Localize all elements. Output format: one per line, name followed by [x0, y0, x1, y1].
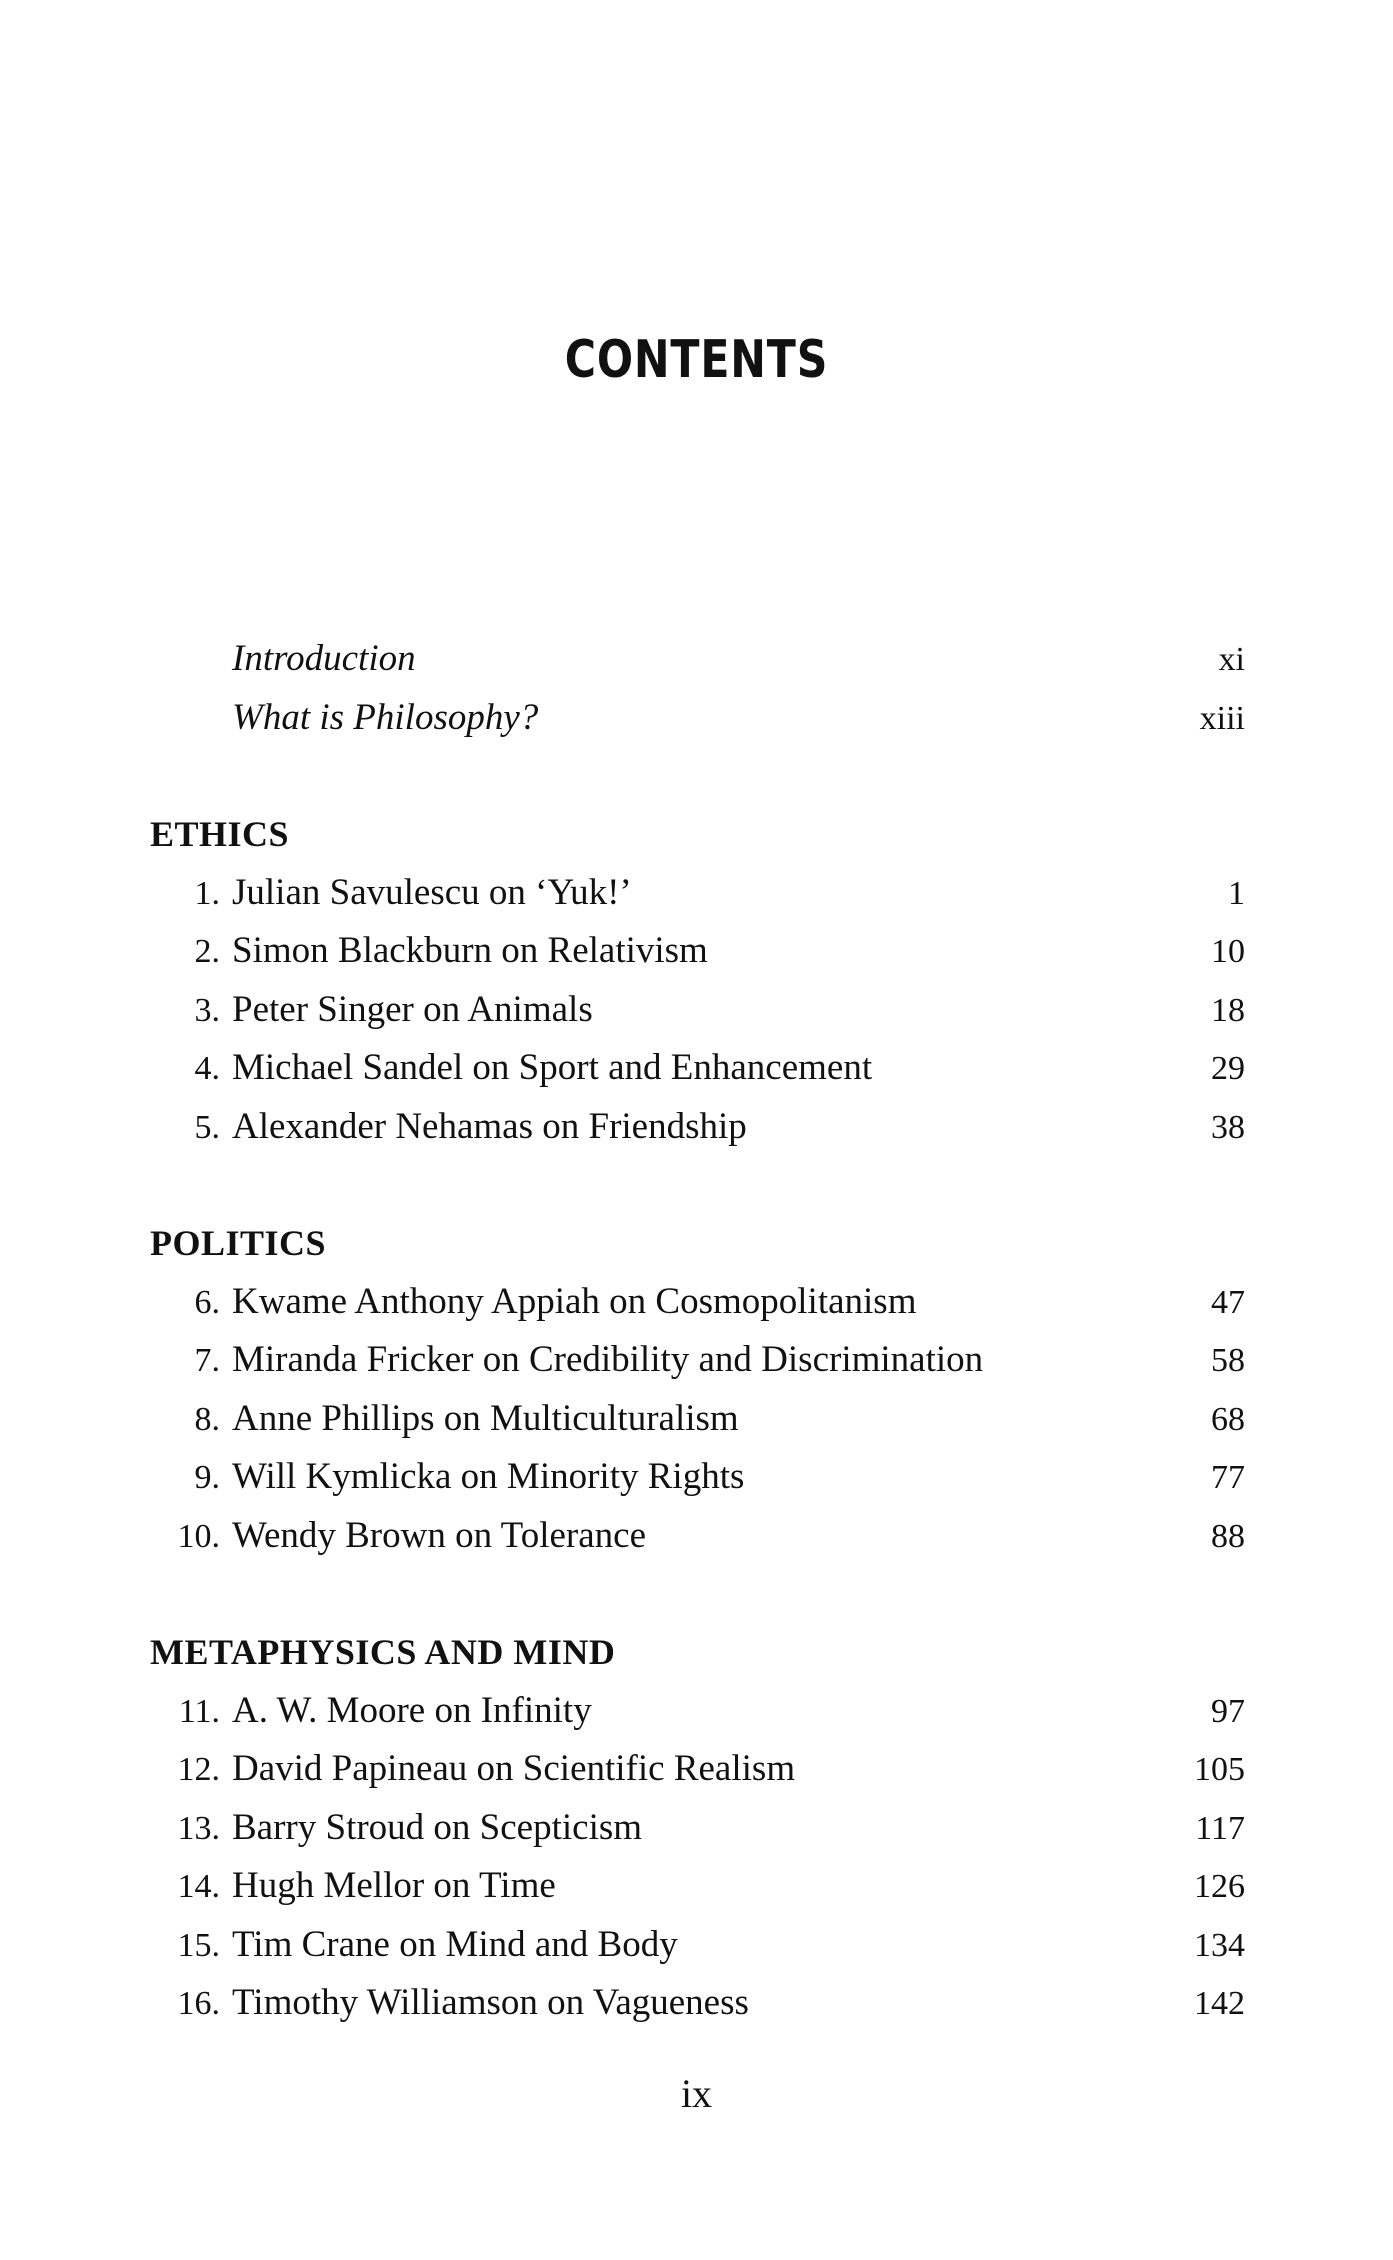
- toc-entry-title: David Papineau on Scientific Realism: [232, 1748, 796, 1789]
- toc-entry-title: Kwame Anthony Appiah on Cosmopolitanism: [232, 1280, 917, 1322]
- toc-entry-number: 10.: [177, 1517, 220, 1555]
- toc-entry: [150, 1857, 1245, 1916]
- toc-entry-page: xiii: [1199, 699, 1245, 737]
- toc-entry: [150, 1098, 1245, 1157]
- toc-entry-title: Wendy Brown on Tolerance: [232, 1514, 646, 1556]
- toc-entry: [150, 1682, 1245, 1741]
- section-politics: [150, 1214, 1245, 1565]
- toc-entry-number: 16.: [177, 1985, 220, 2022]
- toc-entry-title: Anne Phillips on Multiculturalism: [232, 1397, 739, 1439]
- toc-entry-title: Alexander Nehamas on Friendship: [232, 1105, 747, 1147]
- toc-entry: [150, 1740, 1245, 1799]
- page-title: CONTENTS: [564, 330, 829, 390]
- toc-entry-page: 10: [1211, 933, 1245, 970]
- toc-entry-title: Peter Singer on Animals: [232, 988, 593, 1030]
- toc-entry-page: 1: [1228, 874, 1245, 912]
- toc-entry-page: 97: [1211, 1692, 1245, 1730]
- toc-entry-title: A. W. Moore on Infinity: [232, 1689, 592, 1731]
- toc-entry: [150, 1799, 1245, 1858]
- toc-entry-page: 88: [1211, 1517, 1245, 1555]
- toc-entry-title: Miranda Fricker on Credibility and Discrimination: [232, 1339, 984, 1380]
- toc-entry-number: 15.: [177, 1926, 220, 1964]
- toc-front-matter-row: [150, 630, 1245, 689]
- toc-entry-page: 134: [1194, 1926, 1245, 1964]
- toc-entry-number: 6.: [194, 1283, 220, 1321]
- toc-entry: [150, 1974, 1245, 2033]
- toc-entry-number: 14.: [177, 1868, 220, 1905]
- toc-entry-page: 38: [1211, 1108, 1245, 1146]
- section-heading: POLITICS: [150, 1223, 327, 1263]
- section-metaphysics-and-mind: [150, 1623, 1245, 2033]
- toc-entry-number: 3.: [194, 991, 220, 1029]
- toc-entry-number: 1.: [194, 874, 220, 912]
- toc-entry-page: 47: [1211, 1283, 1245, 1321]
- toc-entry-title: Barry Stroud on Scepticism: [232, 1806, 643, 1848]
- toc-entry-number: 8.: [194, 1400, 220, 1438]
- toc-entry-page: 126: [1194, 1868, 1245, 1905]
- toc-entry-page: 58: [1211, 1342, 1245, 1379]
- toc-entry-title: Julian Savulescu on ‘Yuk!’: [232, 871, 632, 913]
- section-ethics: [150, 805, 1245, 1156]
- toc-entry: [150, 1916, 1245, 1975]
- toc-entry: [150, 922, 1245, 981]
- toc-entry-title: Simon Blackburn on Relativism: [232, 930, 708, 971]
- toc-entry-number: 2.: [194, 933, 220, 970]
- toc-entry-title: Michael Sandel on Sport and Enhancement: [232, 1047, 873, 1088]
- toc-entry-title: Introduction: [232, 638, 416, 679]
- toc-entry: [150, 864, 1245, 923]
- toc-entry-page: 68: [1211, 1400, 1245, 1438]
- toc-entry: [150, 1390, 1245, 1449]
- toc-entry-page: 29: [1211, 1050, 1245, 1087]
- toc-entry: [150, 981, 1245, 1040]
- toc-entry-title: Timothy Williamson on Vagueness: [232, 1982, 749, 2023]
- toc-entry-page: 105: [1194, 1751, 1245, 1788]
- toc-entry-page: 117: [1195, 1809, 1245, 1847]
- toc-entry-page: 77: [1211, 1459, 1245, 1496]
- toc-entry: [150, 1331, 1245, 1390]
- toc-entry-title: What is Philosophy?: [232, 696, 539, 738]
- toc-entry-number: 5.: [194, 1108, 220, 1146]
- toc-entry: [150, 1039, 1245, 1098]
- toc-entry-page: xi: [1218, 641, 1245, 678]
- toc-entry-page: 18: [1211, 991, 1245, 1029]
- toc-entry: [150, 1507, 1245, 1566]
- section-heading: METAPHYSICS AND MIND: [150, 1632, 616, 1672]
- toc-entry-number: 4.: [194, 1050, 220, 1087]
- toc-entry-title: Hugh Mellor on Time: [232, 1865, 556, 1906]
- toc-entry-number: 13.: [177, 1809, 220, 1847]
- toc-front-matter-row: [150, 689, 1245, 748]
- toc-entry-title: Tim Crane on Mind and Body: [232, 1923, 678, 1965]
- toc-entry-title: Will Kymlicka on Minority Rights: [232, 1456, 745, 1497]
- toc-entry-number: 11.: [178, 1692, 220, 1730]
- toc-entry: [150, 1273, 1245, 1332]
- toc-entry: [150, 1448, 1245, 1507]
- toc-entry-number: 9.: [194, 1459, 220, 1496]
- section-heading: ETHICS: [150, 814, 290, 854]
- table-of-contents: [150, 630, 1245, 2033]
- page-number: ix: [680, 2071, 713, 2116]
- toc-entry-number: 12.: [177, 1751, 220, 1788]
- toc-entry-number: 7.: [194, 1342, 220, 1379]
- toc-entry-page: 142: [1194, 1985, 1245, 2022]
